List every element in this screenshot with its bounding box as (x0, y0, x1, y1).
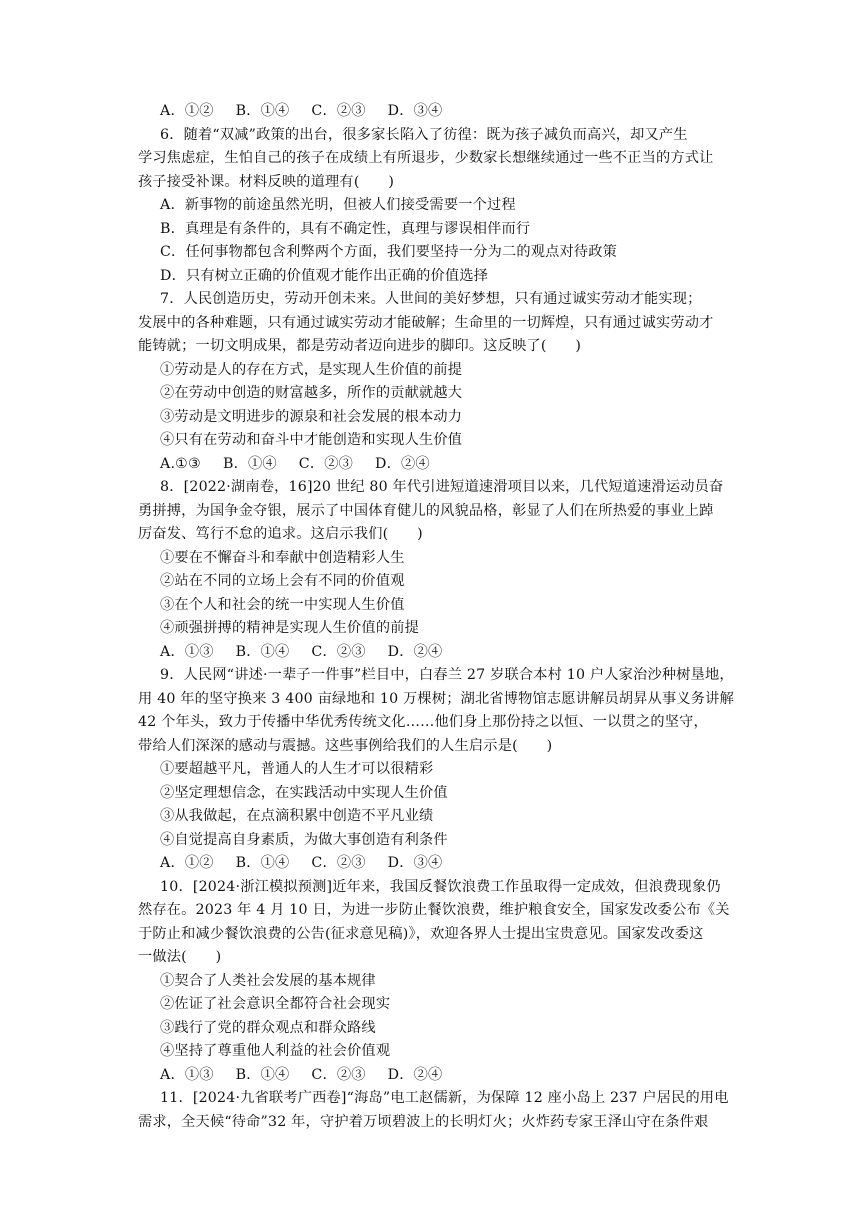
question-text: 厉奋发、笃行不怠的追求。这启示我们( ) (138, 526, 423, 542)
option-a[interactable]: A．①③ (160, 643, 214, 660)
question-text: 孩子接受补课。材料反映的道理有( ) (138, 173, 395, 190)
option-d[interactable]: D．②④ (375, 455, 430, 472)
option-a[interactable]: A．①③ (160, 1066, 214, 1083)
statement-item: ②站在不同的立场上会有不同的价值观 (160, 573, 405, 589)
statement-item: ①劳动是人的存在方式，是实现人生价值的前提 (160, 361, 463, 378)
question-text: 发展中的各种难题，只有通过诚实劳动才能破解；生命里的一切辉煌，只有通过诚实劳动才 (138, 314, 714, 331)
question-text: 勇拼搏，为国争金夺银，展示了中国体育健儿的风貌品格，彰显了人们在所热爱的事业上踔 (138, 502, 714, 519)
question-text: 6．随着“双减”政策的出台，很多家长陷入了彷徨：既为孩子减负而高兴，却又产生 (160, 126, 688, 143)
question-text: 能铸就；一切文明成果，都是劳动者迈向进步的脚印。这反映了( ) (138, 338, 582, 354)
option-d[interactable]: D．②④ (387, 1066, 443, 1083)
question-9 (138, 664, 738, 876)
q8-options (138, 641, 738, 665)
statement-item: ④顽强拼搏的精神是实现人生价值的前提 (160, 620, 419, 636)
choice-b[interactable]: B．真理是有条件的，具有不确定性，真理与谬误相伴而行 (160, 220, 531, 237)
statement-item: ④自觉提高自身素质，为做大事创造有利条件 (160, 831, 448, 848)
option-b[interactable]: B．①④ (223, 455, 277, 472)
option-a[interactable]: A．①② (160, 103, 214, 119)
question-text: 带给人们深深的感动与震撼。这些事例给我们的人生启示是( ) (138, 737, 553, 754)
choice-c[interactable]: C．任何事物都包含利弊两个方面，我们要坚持一分为二的观点对待政策 (160, 244, 618, 260)
question-text: 然存在。2023 年 4 月 10 日，为进一步防止餐饮浪费，维护粮食安全，国家发改委公布《关 (138, 902, 730, 918)
option-a[interactable]: A．①② (160, 855, 214, 871)
question-text: 11．[2024·九省联考广西卷]“海岛”电工赵儒新，为保障 12 座小岛上 237 户居民的用电 (160, 1090, 729, 1106)
option-b[interactable]: B．①④ (235, 855, 290, 871)
option-d[interactable]: D．③④ (387, 855, 443, 871)
statement-item: ②在劳动中创造的财富越多，所作的贡献就越大 (160, 385, 463, 401)
question-7 (138, 288, 738, 476)
statement-item: ③在个人和社会的统一中实现人生价值 (160, 596, 405, 613)
option-c[interactable]: C．②③ (311, 643, 366, 660)
statement-item: ③劳动是文明进步的源泉和社会发展的根本动力 (160, 408, 463, 425)
question-text: 7．人民创造历史，劳动开创未来。人世间的美好梦想，只有通过诚实劳动才能实现； (160, 291, 702, 307)
question-text: 于防止和减少餐饮浪费的公告(征求意见稿)》，欢迎各界人士提出宝贵意见。国家发改委这 (138, 925, 704, 942)
option-d[interactable]: D．②④ (387, 643, 443, 660)
choice-a[interactable]: A．新事物的前途虽然光明，但被人们接受需要一个过程 (160, 197, 516, 213)
option-b[interactable]: B．①④ (235, 1066, 290, 1083)
q9-options (138, 852, 738, 876)
statement-item: ④坚持了尊重他人利益的社会价值观 (160, 1043, 391, 1059)
question-text: 一做法( ) (138, 949, 222, 965)
question-text: 需求，全天候“待命”32 年，守护着万顷碧波上的长明灯火；火炸药专家王泽山守在条件艰 (138, 1113, 709, 1130)
q5-options (138, 100, 738, 124)
question-text: 用 40 年的坚守换来 3 400 亩绿地和 10 万棵树；湖北省博物馆志愿讲解员胡昇从事义务讲解 (138, 690, 734, 707)
question-10 (138, 876, 738, 1088)
statement-item: ②佐证了社会意识全都符合社会现实 (160, 996, 391, 1012)
q7-options (138, 453, 738, 477)
statement-item: ③践行了党的群众观点和群众路线 (160, 1019, 376, 1036)
option-b[interactable]: B．①④ (235, 103, 290, 119)
choice-d[interactable]: D．只有树立正确的价值观才能作出正确的价值选择 (160, 267, 489, 284)
statement-item: ②坚定理想信念，在实践活动中实现人生价值 (160, 784, 448, 801)
question-text: 10．[2024·浙江模拟预测]近年来，我国反餐饮浪费工作虽取得一定成效，但浪费现象仍 (160, 878, 721, 895)
statement-item: ①要在不懈奋斗和奉献中创造精彩人生 (160, 549, 405, 566)
option-c[interactable]: C．②③ (311, 1066, 366, 1083)
question-6 (138, 124, 738, 289)
option-c[interactable]: C．②③ (311, 855, 366, 871)
question-text: 8．[2022·湖南卷，16]20 世纪 80 年代引进短道速滑项目以来，几代短道速滑运动员奋 (160, 479, 724, 495)
statement-item: ①契合了人类社会发展的基本规律 (160, 972, 376, 989)
document-page (138, 100, 738, 1134)
statement-item: ③从我做起，在点滴积累中创造不平凡业绩 (160, 808, 434, 824)
option-c[interactable]: C．②③ (311, 103, 366, 119)
question-text: 9．人民网“讲述·一辈子一件事”栏目中，白春兰 27 岁联合本村 10 户人家治沙种树垦地， (160, 667, 734, 683)
statement-item: ①要超越平凡，普通人的人生才可以很精彩 (160, 761, 434, 777)
option-c[interactable]: C．②③ (298, 455, 354, 472)
question-11 (138, 1087, 738, 1134)
question-text: 42 个年头，致力于传播中华优秀传统文化……他们身上那份持之以恒、一以贯之的坚守， (138, 714, 708, 730)
question-8 (138, 476, 738, 664)
question-text: 学习焦虑症，生怕自己的孩子在成绩上有所退步，少数家长想继续通过一些不正当的方式让 (138, 150, 714, 166)
option-d[interactable]: D．③④ (387, 103, 443, 119)
option-b[interactable]: B．①④ (235, 643, 290, 660)
option-a[interactable]: A.①③ (160, 455, 201, 472)
statement-item: ④只有在劳动和奋斗中才能创造和实现人生价值 (160, 432, 463, 448)
q10-options (138, 1064, 738, 1088)
